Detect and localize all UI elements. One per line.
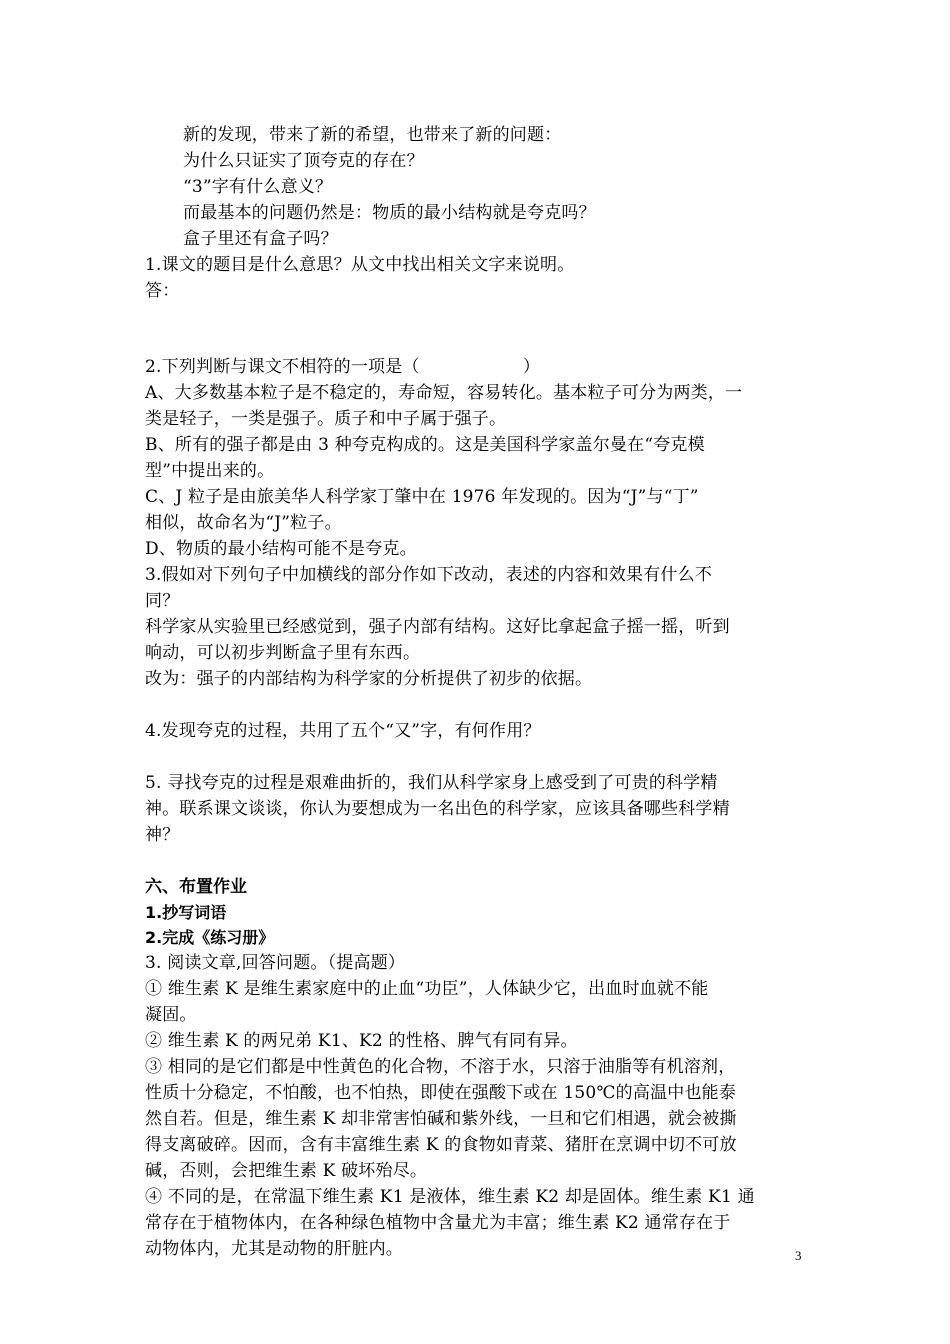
question-1-answer-label: 答：: [145, 281, 180, 301]
section-6: [145, 874, 785, 1262]
spacer: [145, 692, 785, 718]
section-heading: 六、布置作业: [145, 877, 247, 897]
homework-item: 1.抄写词语: [145, 903, 227, 922]
reading-paragraph-4: 常存在于植物体内，在各种绿色植物中含量尤为丰富；维生素 K2 通常存在于: [145, 1213, 731, 1233]
question-3-text: 3.假如对下列句子中加横线的部分作如下改动，表述的内容和效果有什么不: [145, 565, 713, 585]
option-d: D、物质的最小结构可能不是夸克。: [145, 539, 417, 559]
intro-line: 为什么只证实了顶夸克的存在？: [183, 151, 424, 171]
question-2: [145, 354, 785, 562]
question-1: [145, 252, 785, 304]
question-5-text: 神。联系课文谈谈，你认为要想成为一名出色的科学家，应该具备哪些科学精: [145, 799, 730, 819]
intro-line: “3”字有什么意义？: [183, 177, 333, 197]
homework-item: 3. 阅读文章,回答问题。（提高题）: [145, 953, 406, 973]
option-c: 相似，故命名为“J”粒子。: [145, 513, 342, 533]
reading-paragraph-3: 得支离破碎。因而，含有丰富维生素 K 的食物如青菜、猪肝在烹调中切不可放: [145, 1135, 737, 1155]
question-2-text: 2.下列判断与课文不相符的一项是（ ）: [145, 357, 541, 377]
spacer: [145, 744, 785, 770]
intro-line: 盒子里还有盒子吗？: [183, 229, 338, 249]
reading-paragraph-1: ① 维生素 K 是维生素家庭中的止血“功臣”，人体缺少它，出血时血就不能: [145, 979, 709, 999]
question-5-text: 5. 寻找夸克的过程是艰难曲折的，我们从科学家身上感受到了可贵的科学精: [145, 773, 718, 793]
reading-paragraph-3: 性质十分稳定，不怕酸，也不怕热，即使在强酸下或在 150℃的高温中也能泰: [145, 1083, 737, 1103]
question-5-text: 神？: [145, 825, 180, 845]
option-a: A、大多数基本粒子是不稳定的，寿命短，容易转化。基本粒子可分为两类，一: [145, 383, 743, 403]
question-4: [145, 718, 785, 744]
option-c: C、J 粒子是由旅美华人科学家丁肇中在 1976 年发现的。因为“J”与“丁”: [145, 487, 699, 507]
page-content: [145, 122, 785, 1262]
option-a: 类是轻子，一类是强子。质子和中子属于强子。: [145, 409, 507, 429]
homework-item: 2.完成《练习册》: [145, 928, 275, 947]
question-5: [145, 770, 785, 848]
spacer: [145, 848, 785, 874]
reading-paragraph-4: 动物体内，尤其是动物的肝脏内。: [145, 1239, 403, 1259]
reading-paragraph-4: ④ 不同的是，在常温下维生素 K1 是液体，维生素 K2 却是固体。维生素 K1 通: [145, 1187, 755, 1207]
intro-block: [145, 122, 785, 252]
reading-paragraph-3: 然自若。但是，维生素 K 却非常害怕碱和紫外线，一旦和它们相遇，就会被撕: [145, 1109, 737, 1129]
page-number: 3: [795, 1248, 802, 1263]
question-3-text: 同？: [145, 591, 180, 611]
option-b: B、所有的强子都是由 3 种夸克构成的。这是美国科学家盖尔曼在“夸克模: [145, 435, 705, 455]
reading-paragraph-3: 碱，否则，会把维生素 K 破坏殆尽。: [145, 1161, 428, 1181]
question-3-revised: 改为：强子的内部结构为科学家的分析提供了初步的依据。: [145, 669, 593, 689]
question-3-original: 响动，可以初步判断盒子里有东西。: [145, 643, 421, 663]
answer-space: [145, 304, 785, 354]
option-b: 型”中提出来的。: [145, 461, 275, 481]
reading-paragraph-2: ② 维生素 K 的两兄弟 K1、K2 的性格、脾气有同有异。: [145, 1031, 578, 1051]
question-4-text: 4.发现夸克的过程，共用了五个“又”字，有何作用？: [145, 721, 541, 741]
question-1-text: 1.课文的题目是什么意思？从文中找出相关文字来说明。: [145, 255, 575, 275]
reading-paragraph-3: ③ 相同的是它们都是中性黄色的化合物，不溶于水，只溶于油脂等有机溶剂，: [145, 1057, 736, 1077]
intro-line: 而最基本的问题仍然是：物质的最小结构就是夸克吗？: [183, 203, 596, 223]
question-3-original: 科学家从实验里已经感觉到，强子内部有结构。这好比拿起盒子摇一摇，听到: [145, 617, 730, 637]
reading-paragraph-1: 凝固。: [145, 1005, 197, 1025]
question-3: [145, 562, 785, 692]
intro-line: 新的发现，带来了新的希望，也带来了新的问题：: [183, 125, 562, 145]
